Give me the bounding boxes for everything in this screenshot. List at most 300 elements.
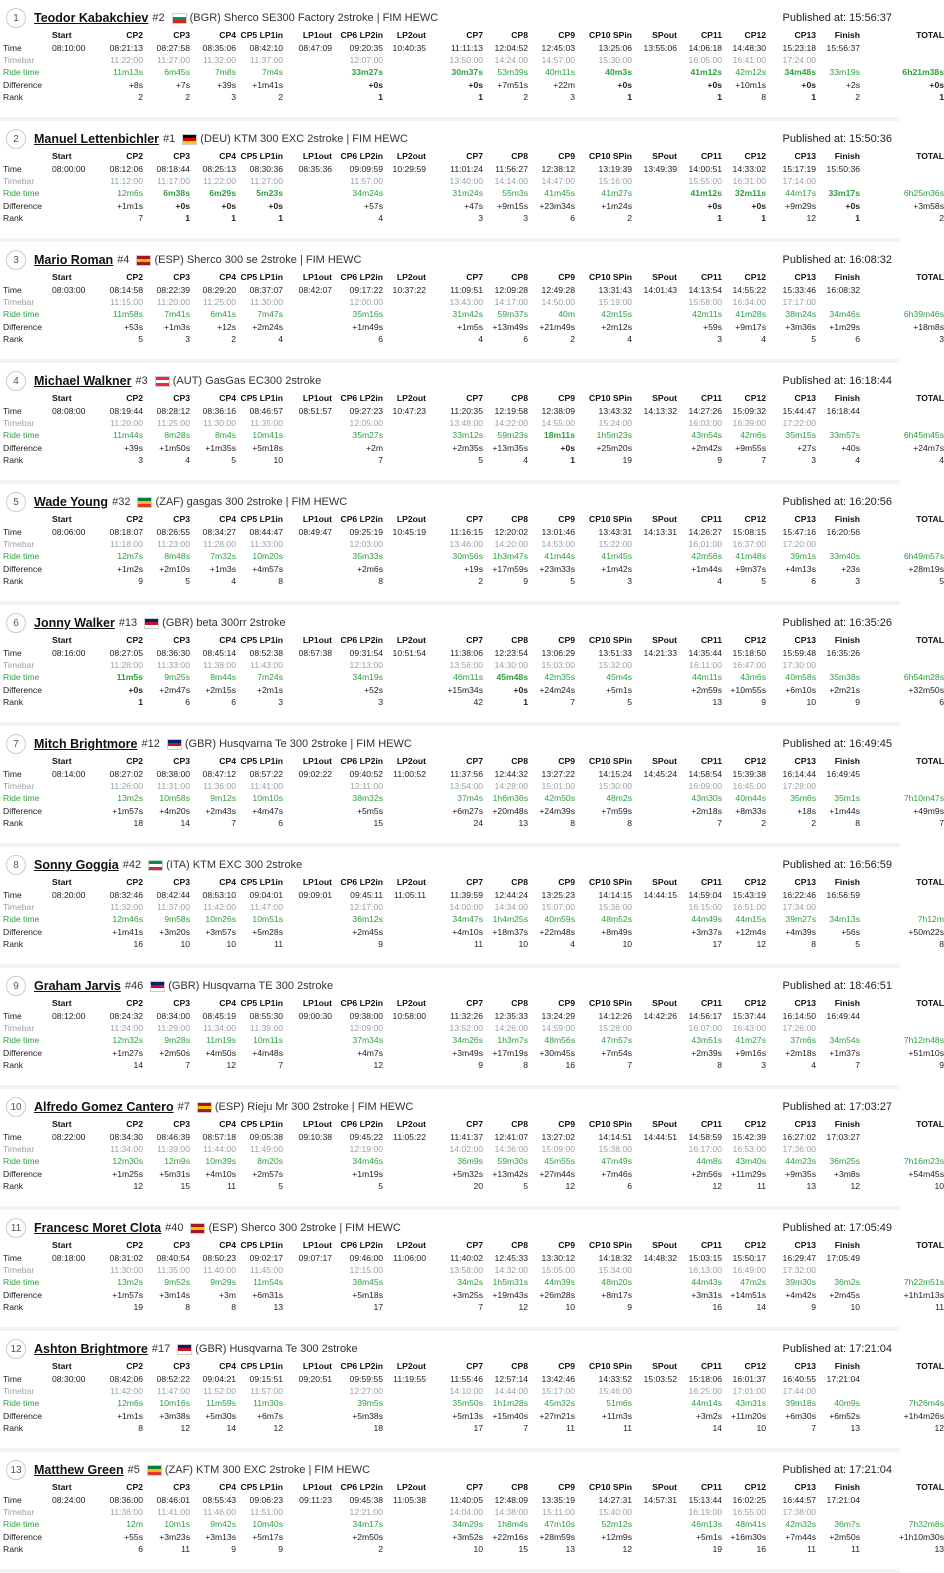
ride-time-row <box>0 550 944 562</box>
ride-time-cell: 40m <box>558 309 575 320</box>
difference-cell: +1m3s <box>163 321 190 332</box>
column-header-row <box>0 150 944 162</box>
rank-cell: 7 <box>138 213 143 224</box>
timebar-cell: 15:03:00 <box>541 659 575 670</box>
row-label: Ride time <box>3 1035 40 1046</box>
time-cell: 08:44:47 <box>249 526 283 537</box>
difference-row <box>0 1531 944 1543</box>
timebar-cell: 11:27:00 <box>157 54 190 65</box>
rider-name-link[interactable]: Graham Jarvis <box>34 979 121 993</box>
rider-name-link[interactable]: Michael Walkner <box>34 374 132 388</box>
row-label-header <box>0 634 52 646</box>
ride-time-cell: 11m19s <box>206 1035 236 1046</box>
column-header: Start <box>52 393 72 404</box>
ride-time-cell: 6m38s <box>163 188 190 199</box>
difference-cell <box>283 1047 332 1059</box>
checkpoint-table <box>0 1481 944 1555</box>
checkpoint-table <box>0 392 944 466</box>
ride-time-cell <box>383 1397 426 1409</box>
difference-cell: +11m3s <box>601 1410 632 1421</box>
timebar-cell <box>860 1022 944 1034</box>
timebar-cell: 14:34:00 <box>494 901 528 912</box>
rider-name-link[interactable]: Sonny Goggia <box>34 858 119 872</box>
column-header: Start <box>52 1240 72 1251</box>
rider-number: #3 <box>135 375 148 387</box>
timebar-cell: 11:57:00 <box>350 175 383 186</box>
ride-time-cell: 10m39s <box>205 1156 236 1167</box>
rider-name-link[interactable]: Ashton Brightmore <box>34 1342 148 1356</box>
rider-name-link[interactable]: Wade Young <box>34 495 109 509</box>
timebar-cell: 16:47:00 <box>732 659 766 670</box>
rank-cell: 12 <box>226 1060 236 1071</box>
column-header: CP7 <box>466 877 483 888</box>
time-cell: 08:46:01 <box>156 1494 190 1505</box>
time-cell: 08:46:39 <box>156 1131 190 1142</box>
ride-time-cell <box>52 792 104 804</box>
timebar-cell: 11:20:00 <box>157 296 190 307</box>
difference-cell: +27m44s <box>539 1168 575 1179</box>
column-header: CP12 <box>744 1482 766 1493</box>
rank-cell <box>52 1422 104 1434</box>
column-header: CP6 LP2in <box>340 393 383 404</box>
row-label: Timebar <box>3 1264 35 1275</box>
country-flag-icon <box>137 497 152 508</box>
time-cell: 08:42:10 <box>249 42 283 53</box>
difference-cell <box>383 79 426 91</box>
time-cell: 09:10:38 <box>298 1131 332 1142</box>
column-header: CP4 <box>219 151 236 162</box>
rider-result-card <box>0 121 944 242</box>
timebar-cell <box>383 780 426 792</box>
difference-cell: +8m17s <box>601 1289 632 1300</box>
ride-time-cell: 6h54m28s <box>903 672 944 683</box>
rank-cell: 17 <box>712 939 722 950</box>
column-header-row <box>0 876 944 888</box>
rank-cell <box>283 333 332 345</box>
timebar-cell: 14:36:00 <box>494 1143 528 1154</box>
timebar-cell: 11:34:00 <box>110 1143 143 1154</box>
timebar-cell: 13:46:00 <box>449 538 483 549</box>
time-cell: 08:45:19 <box>202 1010 236 1021</box>
column-header: CP9 <box>558 30 575 41</box>
country-flag-icon <box>150 981 165 992</box>
timebar-cell: 11:25:00 <box>203 296 236 307</box>
rank-cell: 3 <box>523 213 528 224</box>
ride-time-cell <box>52 1155 104 1167</box>
rank-cell: 2 <box>478 576 483 587</box>
difference-cell <box>383 1168 426 1180</box>
timebar-cell <box>52 1022 104 1034</box>
rank-cell: 6 <box>185 697 190 708</box>
time-cell: 09:11:23 <box>299 1494 332 1505</box>
time-cell: 13:31:43 <box>598 284 632 295</box>
time-cell: 14:33:02 <box>732 163 766 174</box>
timebar-cell: 12:03:00 <box>349 538 383 549</box>
ride-time-cell: 11m5s <box>116 672 143 683</box>
time-cell: 08:18:07 <box>109 526 143 537</box>
rank-cell <box>283 575 332 587</box>
column-header: CP12 <box>744 272 766 283</box>
ride-time-cell <box>283 308 332 320</box>
time-cell: 08:27:05 <box>109 647 143 658</box>
rank-cell: 10 <box>756 1423 766 1434</box>
rank-cell: 19 <box>622 455 632 466</box>
timebar-cell: 16:37:00 <box>732 538 766 549</box>
rank-cell <box>283 1180 332 1192</box>
rank-cell: 12 <box>756 939 766 950</box>
column-header: Finish <box>834 1119 860 1130</box>
rank-cell: 7 <box>855 1060 860 1071</box>
time-cell: 13:01:46 <box>541 526 575 537</box>
time-cell: 09:45:38 <box>349 1494 383 1505</box>
time-row <box>0 1372 944 1384</box>
time-cell: 12:35:33 <box>494 1010 528 1021</box>
column-header: CP13 <box>794 1119 816 1130</box>
ride-time-cell: 43m6s <box>740 672 766 683</box>
difference-cell: +24m24s <box>539 684 575 695</box>
rank-cell: 4 <box>478 334 483 345</box>
time-cell: 08:57:38 <box>298 647 332 658</box>
time-cell: 08:18:00 <box>52 1252 86 1263</box>
time-cell: 12:09:28 <box>494 284 528 295</box>
column-header: CP8 <box>511 1119 528 1130</box>
timebar-row <box>0 417 944 429</box>
rank-cell: 5 <box>231 455 236 466</box>
country-flag-icon <box>190 1223 205 1234</box>
column-header: LP1out <box>302 877 332 888</box>
time-cell: 08:49:47 <box>298 526 332 537</box>
difference-cell: +1m3s <box>209 563 236 574</box>
ride-time-cell: 33m27s <box>351 67 383 78</box>
rank-cell: 9 <box>478 1060 483 1071</box>
ride-time-cell <box>52 66 104 78</box>
rider-country-bike: (ZAF) gasgas 300 2stroke | FIM HEWC <box>155 496 348 508</box>
column-header: CP13 <box>794 1482 816 1493</box>
time-cell: 11:19:55 <box>393 1373 426 1384</box>
timebar-cell: 11:20:00 <box>110 417 143 428</box>
time-cell: 08:46:57 <box>249 405 283 416</box>
rank-cell: 5 <box>761 576 766 587</box>
column-header: CP9 <box>558 756 575 767</box>
difference-cell <box>383 200 426 212</box>
timebar-row <box>0 54 944 66</box>
ride-time-cell: 35m27s <box>352 430 383 441</box>
ride-time-cell: 36m25s <box>829 1156 860 1167</box>
difference-cell <box>632 926 677 938</box>
row-label: Ride time <box>3 914 40 925</box>
difference-cell: +1m1s <box>116 1410 143 1421</box>
time-cell: 15:59:48 <box>782 647 816 658</box>
difference-cell: +39s <box>124 442 143 453</box>
ride-time-cell: 36m12s <box>352 914 383 925</box>
timebar-cell: 13:56:00 <box>449 659 483 670</box>
column-header: CP7 <box>466 1119 483 1130</box>
rank-cell: 14 <box>180 818 190 829</box>
ride-time-cell: 6m29s <box>209 188 236 199</box>
time-cell: 15:33:46 <box>782 284 816 295</box>
column-header: CP4 <box>219 635 236 646</box>
difference-cell: +0s <box>707 79 722 90</box>
time-row <box>0 1251 944 1263</box>
row-label: Ride time <box>3 1398 40 1409</box>
rank-cell: 2 <box>231 334 236 345</box>
row-label: Timebar <box>3 1385 35 1396</box>
position-badge: 3 <box>6 250 26 270</box>
difference-cell: +2m45s <box>352 926 383 937</box>
ride-time-cell: 35m1s <box>834 793 860 804</box>
difference-cell: +5m28s <box>252 926 283 937</box>
time-cell: 12:45:33 <box>494 1252 528 1263</box>
time-cell: 15:18:50 <box>732 647 766 658</box>
ride-time-cell <box>383 913 426 925</box>
column-header: CP10 SPin <box>589 514 632 525</box>
rank-cell: 5 <box>811 334 816 345</box>
time-cell: 15:03:15 <box>688 1252 722 1263</box>
time-cell: 09:31:54 <box>349 647 383 658</box>
timebar-cell <box>383 901 426 913</box>
published-at: Published at: 15:56:37 <box>782 12 892 24</box>
time-cell: 14:48:32 <box>643 1252 677 1263</box>
timebar-cell: 17:36:00 <box>782 1143 816 1154</box>
time-cell: 09:25:19 <box>349 526 383 537</box>
column-header: CP3 <box>173 998 190 1009</box>
ride-time-cell: 30m56s <box>452 551 483 562</box>
row-label: Time <box>3 42 22 53</box>
difference-cell: +5m32s <box>452 1168 483 1179</box>
difference-cell: +4m10s <box>452 926 483 937</box>
row-label: Ride time <box>3 672 40 683</box>
column-header: CP9 <box>558 635 575 646</box>
row-label: Rank <box>3 1060 24 1071</box>
rider-name-link[interactable]: Teodor Kabakchiev <box>34 11 149 25</box>
rank-cell: 11 <box>757 1181 766 1192</box>
difference-cell <box>632 1531 677 1543</box>
rank-cell <box>52 938 104 950</box>
row-label: Time <box>3 405 22 416</box>
rider-name-link[interactable]: Mario Roman <box>34 253 114 267</box>
difference-cell <box>283 684 332 696</box>
timebar-cell: 13:58:00 <box>449 1264 483 1275</box>
ride-time-cell: 9m29s <box>210 1277 236 1288</box>
rider-name-link[interactable]: Mitch Brightmore <box>34 737 138 751</box>
rider-number: #2 <box>152 12 165 24</box>
time-cell: 11:05:22 <box>393 1131 426 1142</box>
timebar-cell: 11:17:00 <box>157 175 190 186</box>
ride-time-cell <box>383 1276 426 1288</box>
ride-time-cell: 9m58s <box>164 914 190 925</box>
ride-time-cell: 42m12s <box>735 67 766 78</box>
rider-result-card <box>0 0 944 121</box>
rider-name-link[interactable]: Jonny Walker <box>34 616 115 630</box>
ride-time-cell: 11m59s <box>206 1398 236 1409</box>
time-cell: 14:57:31 <box>643 1494 677 1505</box>
published-at: Published at: 17:03:27 <box>782 1101 892 1113</box>
rider-result-card <box>0 968 944 1089</box>
difference-cell: +4m57s <box>252 563 283 574</box>
rider-name-link[interactable]: Alfredo Gomez Cantero <box>34 1100 174 1114</box>
time-cell: 08:26:55 <box>156 526 190 537</box>
timebar-cell: 11:34:00 <box>203 1022 236 1033</box>
column-header: CP2 <box>126 393 143 404</box>
rank-cell <box>283 212 332 224</box>
difference-cell: +0s <box>617 79 632 90</box>
ride-time-cell: 48m2s <box>606 793 632 804</box>
timebar-cell: 11:22:00 <box>203 175 236 186</box>
time-cell: 11:41:37 <box>450 1131 483 1142</box>
column-header: Start <box>52 272 72 283</box>
ride-time-cell: 9m25s <box>164 672 190 683</box>
ride-time-cell <box>383 1155 426 1167</box>
time-cell <box>860 646 944 658</box>
rank-cell: 6 <box>523 334 528 345</box>
ride-time-cell: 8m48s <box>164 551 190 562</box>
column-header: CP3 <box>173 30 190 41</box>
timebar-cell: 14:00:00 <box>449 901 483 912</box>
difference-cell: +0s <box>128 684 143 695</box>
column-header: Start <box>52 514 72 525</box>
time-cell <box>860 1251 944 1263</box>
timebar-cell: 14:14:00 <box>494 175 528 186</box>
ride-time-cell: 40m3s <box>605 67 632 78</box>
timebar-cell: 16:11:00 <box>689 659 722 670</box>
timebar-cell <box>632 659 677 671</box>
column-header: CP12 <box>744 635 766 646</box>
timebar-cell: 13:43:00 <box>449 296 483 307</box>
position-badge: 10 <box>6 1097 26 1117</box>
column-header: CP10 SPin <box>589 877 632 888</box>
column-header: CP8 <box>511 1482 528 1493</box>
row-label: Rank <box>3 92 24 103</box>
timebar-row <box>0 1264 944 1276</box>
difference-cell <box>52 1289 104 1301</box>
ride-time-cell: 5m23s <box>256 188 283 199</box>
time-cell: 11:38:06 <box>450 647 483 658</box>
time-cell: 15:23:18 <box>782 42 816 53</box>
time-cell: 15:47:16 <box>782 526 816 537</box>
column-header-row <box>0 1360 944 1372</box>
rank-cell: 8 <box>717 1060 722 1071</box>
column-header: CP10 SPin <box>589 30 632 41</box>
rider-result-card <box>0 605 944 726</box>
rank-cell: 9 <box>939 1060 944 1071</box>
rank-cell: 5 <box>627 697 632 708</box>
column-header: CP13 <box>794 756 816 767</box>
rank-cell: 16 <box>565 1060 575 1071</box>
column-header: CP12 <box>744 393 766 404</box>
ride-time-cell <box>632 66 677 78</box>
ride-time-cell: 34m2s <box>457 1277 483 1288</box>
timebar-cell: 14:59:00 <box>541 1022 575 1033</box>
time-cell: 08:28:12 <box>156 405 190 416</box>
difference-cell: +2m43s <box>205 805 236 816</box>
difference-cell: +7m46s <box>601 1168 632 1179</box>
ride-time-cell: 59m30s <box>497 1156 528 1167</box>
rank-cell: 15 <box>180 1181 190 1192</box>
ride-time-cell: 45m4s <box>606 672 632 683</box>
time-cell: 16:35:26 <box>826 647 860 658</box>
column-header: CP8 <box>511 998 528 1009</box>
column-header: LP2out <box>396 877 426 888</box>
difference-cell: +11m29s <box>731 1168 766 1179</box>
ride-time-cell: 40m11s <box>545 67 575 78</box>
ride-time-cell: 1h1m28s <box>492 1398 528 1409</box>
rider-name-link[interactable]: Francesc Moret Clota <box>34 1221 162 1235</box>
difference-cell <box>52 442 104 454</box>
ride-time-cell <box>283 429 332 441</box>
time-cell: 11:55:46 <box>450 1373 483 1384</box>
ride-time-row <box>0 1034 944 1046</box>
timebar-cell: 17:26:00 <box>782 1022 816 1033</box>
country-flag-icon <box>172 13 187 24</box>
column-header: TOTAL <box>916 514 944 525</box>
ride-time-cell: 47m2s <box>740 1277 766 1288</box>
rider-name-link[interactable]: Manuel Lettenbichler <box>34 132 160 146</box>
column-header: CP4 <box>219 1482 236 1493</box>
timebar-cell: 17:20:00 <box>782 538 816 549</box>
column-header: CP4 <box>219 1119 236 1130</box>
column-header: CP10 SPin <box>589 393 632 404</box>
difference-cell: +23m34s <box>539 200 575 211</box>
time-cell: 13:19:39 <box>598 163 632 174</box>
rank-cell: 16 <box>712 1302 722 1313</box>
difference-cell <box>632 1168 677 1180</box>
timebar-cell <box>52 54 104 66</box>
row-label-header <box>0 150 52 162</box>
difference-cell: +1m57s <box>112 805 143 816</box>
timebar-cell: 11:33:00 <box>250 538 283 549</box>
timebar-cell: 11:42:00 <box>110 1385 143 1396</box>
column-header: CP12 <box>744 1361 766 1372</box>
difference-cell: +32m50s <box>908 684 944 695</box>
rank-cell: 9 <box>811 1302 816 1313</box>
row-label-header <box>0 876 52 888</box>
ride-time-cell: 10m51s <box>252 914 283 925</box>
timebar-cell: 11:36:00 <box>110 1506 143 1517</box>
ride-time-row <box>0 1276 944 1288</box>
time-cell: 14:06:18 <box>688 42 722 53</box>
difference-cell: +2m1s <box>256 684 283 695</box>
difference-cell: +5m18s <box>352 1289 383 1300</box>
timebar-cell: 11:39:00 <box>157 1143 190 1154</box>
difference-cell: +17m59s <box>492 563 528 574</box>
column-header-row <box>0 513 944 525</box>
rider-number: #1 <box>163 133 176 145</box>
time-cell: 09:40:52 <box>349 768 383 779</box>
ride-time-cell: 47m57s <box>601 1035 632 1046</box>
rank-cell: 4 <box>939 455 944 466</box>
time-cell: 15:44:47 <box>782 405 816 416</box>
column-header: CP5 LP1in <box>240 151 283 162</box>
ride-time-cell: 12m6s <box>117 188 143 199</box>
ride-time-cell <box>383 792 426 804</box>
time-cell: 08:00:00 <box>52 163 86 174</box>
difference-cell: +1m19s <box>352 1168 383 1179</box>
difference-cell: +9m16s <box>735 1047 766 1058</box>
rider-country-bike: (ZAF) KTM 300 EXC 2stroke | FIM HEWC <box>164 1464 371 1476</box>
row-label: Timebar <box>3 538 35 549</box>
rank-cell: 7 <box>523 1423 528 1434</box>
ride-time-cell: 43m30s <box>691 793 722 804</box>
timebar-cell: 11:32:00 <box>203 54 236 65</box>
rider-name-link[interactable]: Matthew Green <box>34 1463 124 1477</box>
timebar-cell <box>383 1385 426 1397</box>
difference-cell: +2m50s <box>159 1047 190 1058</box>
time-cell: 10:47:23 <box>392 405 426 416</box>
ride-time-cell: 35m16s <box>352 309 383 320</box>
timebar-cell: 14:28:00 <box>494 780 528 791</box>
difference-cell: +3m58s <box>913 200 944 211</box>
ride-time-cell: 10m20s <box>252 551 283 562</box>
